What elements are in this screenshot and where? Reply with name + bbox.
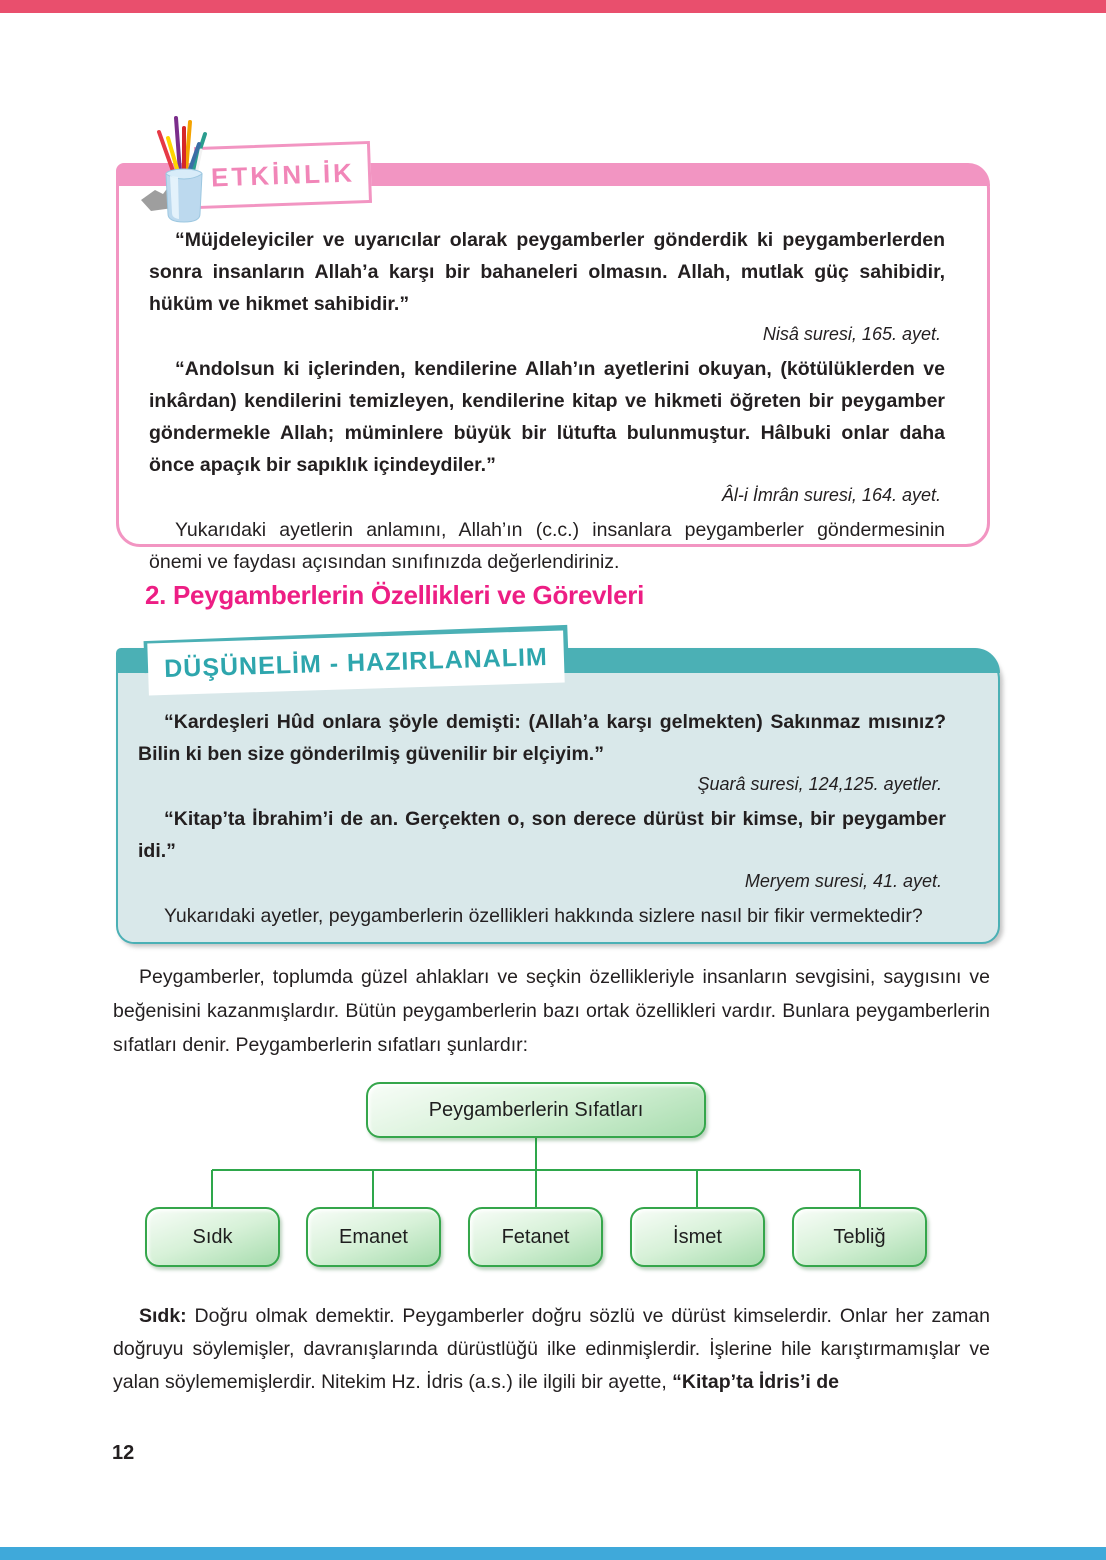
top-edge-strip bbox=[0, 0, 1106, 13]
diagram-child-node: Sıdk bbox=[145, 1207, 280, 1267]
sidk-body: Doğru olmak demektir. Peygamberler doğru sözlü ve dürüst kimselerdir. Onlar her zaman doğruyu söylemişler, davranışlarında dürüstlüğü ilke edinmişlerdir. İşlerine hile karıştırmamışlar ve yalan söylememişlerdir. Nitekim Hz. İdris (a.s.) ile ilgili bir ayette, bbox=[113, 1305, 990, 1393]
sidk-term: Sıdk: bbox=[139, 1305, 187, 1327]
diagram-child-node: Emanet bbox=[306, 1207, 441, 1267]
verse-quote: “Kitap’ta İbrahim’i de an. Gerçekten o, son derece dürüst bir kimse, bir peygamber idi.” bbox=[138, 808, 946, 862]
activity-label: ETKİNLİK bbox=[194, 141, 372, 209]
pencil-cup-icon bbox=[139, 110, 231, 228]
think-label: DÜŞÜNELİM - HAZIRLANALIM bbox=[147, 630, 564, 695]
sidk-bold-ending: “Kitap’ta İdris’i de bbox=[672, 1371, 840, 1393]
verse-quote: “Müjdeleyiciler ve uyarıcılar olarak peygamberler gönderdik ki peygamberlerden sonra insanların Allah’a karşı bir bahaneleri olmasın. Allah, mutlak güç sahibidir, hüküm ve hikmet sahibidir.” bbox=[149, 229, 945, 315]
diagram-child-node: Fetanet bbox=[468, 1207, 603, 1267]
sidk-paragraph bbox=[113, 1300, 990, 1399]
activity-box bbox=[116, 156, 990, 573]
diagram-root-node: Peygamberlerin Sıfatları bbox=[366, 1082, 706, 1138]
diagram-child-node: İsmet bbox=[630, 1207, 765, 1267]
verse-quote: “Kardeşleri Hûd onlara şöyle demişti: (Allah’a karşı gelmekten) Sakınmaz mısınız? Bilin ki ben size gönderilmiş güvenilir bir elçiyim.” bbox=[138, 711, 946, 765]
bottom-edge-strip bbox=[0, 1547, 1106, 1560]
think-prepare-box bbox=[116, 642, 1000, 944]
prophet-attributes-diagram bbox=[100, 1080, 1006, 1275]
verse-quote: “Andolsun ki içlerinden, kendilerine Allah’ın ayetlerini okuyan, (kötülüklerden ve inkârdan) kendilerini temizleyen, kendilerine kitap ve hikmeti öğreten bir peygamber göndermekle Allah; müminlere büyük bir lütufta bulunmuştur. Hâlbuki onlar daha önce apaçık bir sapıklık içindeydiler.” bbox=[149, 358, 945, 476]
section-heading: 2. Peygamberlerin Özellikleri ve Görevleri bbox=[145, 580, 644, 610]
diagram-child-node: Tebliğ bbox=[792, 1207, 927, 1267]
think-question: Yukarıdaki ayetler, peygamberlerin özellikleri hakkında sizlere nasıl bir fikir vermektedir? bbox=[164, 905, 923, 927]
verse-source: Âl-i İmrân suresi, 164. ayet. bbox=[721, 485, 941, 505]
pencils-shape bbox=[159, 118, 205, 174]
verse-source: Meryem suresi, 41. ayet. bbox=[744, 871, 942, 891]
page-number: 12 bbox=[112, 1442, 135, 1464]
verse-source: Şuarâ suresi, 124,125. ayetler. bbox=[697, 774, 942, 794]
intro-paragraph: Peygamberler, toplumda güzel ahlakları ve seçkin özellikleriyle insanların sevgisini, saygısını ve beğenisini kazanmışlardır. Bütün peygamberlerin bazı ortak özellikleri vardır. Bunlara peygamberlerin sıfatları denir. Peygamberlerin sıfatları şunlardır: bbox=[113, 966, 990, 1056]
verse-source: Nisâ suresi, 165. ayet. bbox=[762, 324, 941, 344]
activity-instruction: Yukarıdaki ayetlerin anlamını, Allah’ın (c.c.) insanlara peygamberler göndermesinin önemi ve faydası açısından sınıfınızda değerlendiriniz. bbox=[149, 519, 945, 573]
